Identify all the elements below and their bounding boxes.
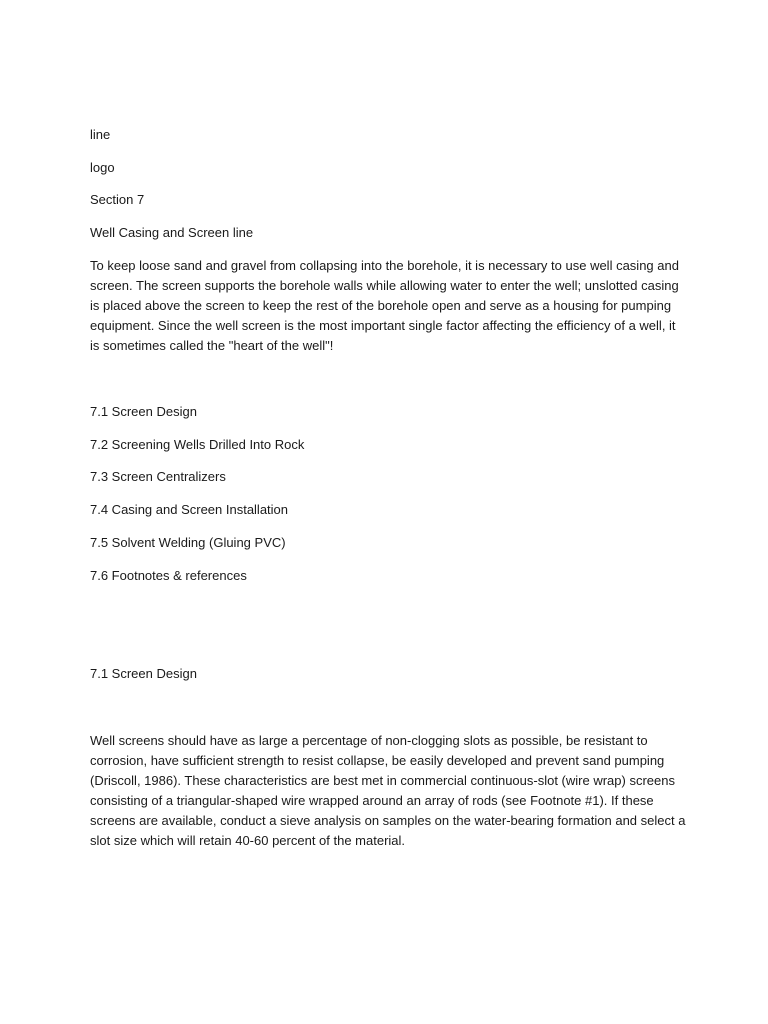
toc-item-footnotes: 7.6 Footnotes & references [90,568,247,583]
intro-paragraph [90,256,680,356]
section-label: Section 7 [90,192,145,207]
intro-line: is sometimes called the "heart of the well"! [90,338,334,353]
intro-line: To keep loose sand and gravel from collapsing into the borehole, it is necessary to use well casing and [90,258,679,273]
screen-design-paragraph [90,731,686,851]
toc-item-screen-centralizers: 7.3 Screen Centralizers [90,469,226,484]
body-line: screens are available, conduct a sieve analysis on samples on the water-bearing formation and select a [90,813,686,828]
toc-item-screening-wells-rock: 7.2 Screening Wells Drilled Into Rock [90,437,305,452]
body-line: Well screens should have as large a percentage of non-clogging slots as possible, be resistant to [90,733,648,748]
intro-line: is placed above the screen to keep the rest of the borehole open and serve as a housing for pumping [90,298,672,313]
toc-item-solvent-welding: 7.5 Solvent Welding (Gluing PVC) [90,535,286,550]
logo-placeholder: logo [90,160,115,175]
intro-line: equipment. Since the well screen is the most important single factor affecting the efficiency of a well, it [90,318,676,333]
page-title: Well Casing and Screen line [90,225,254,240]
section-heading-screen-design: 7.1 Screen Design [90,666,197,681]
body-line: slot size which will retain 40-60 percent of the material. [90,833,406,848]
line-placeholder: line [90,127,111,142]
body-line: corrosion, have sufficient strength to resist collapse, be easily developed and prevent sand pumping [90,753,665,768]
body-line: consisting of a triangular-shaped wire wrapped around an array of rods (see Footnote #1). If these [90,793,654,808]
body-line: (Driscoll, 1986). These characteristics are best met in commercial continuous-slot (wire wrap) screens [90,773,675,788]
toc-item-casing-installation: 7.4 Casing and Screen Installation [90,502,289,517]
intro-line: screen. The screen supports the borehole walls while allowing water to enter the well; unslotted casing [90,278,679,293]
toc-item-screen-design: 7.1 Screen Design [90,404,197,419]
